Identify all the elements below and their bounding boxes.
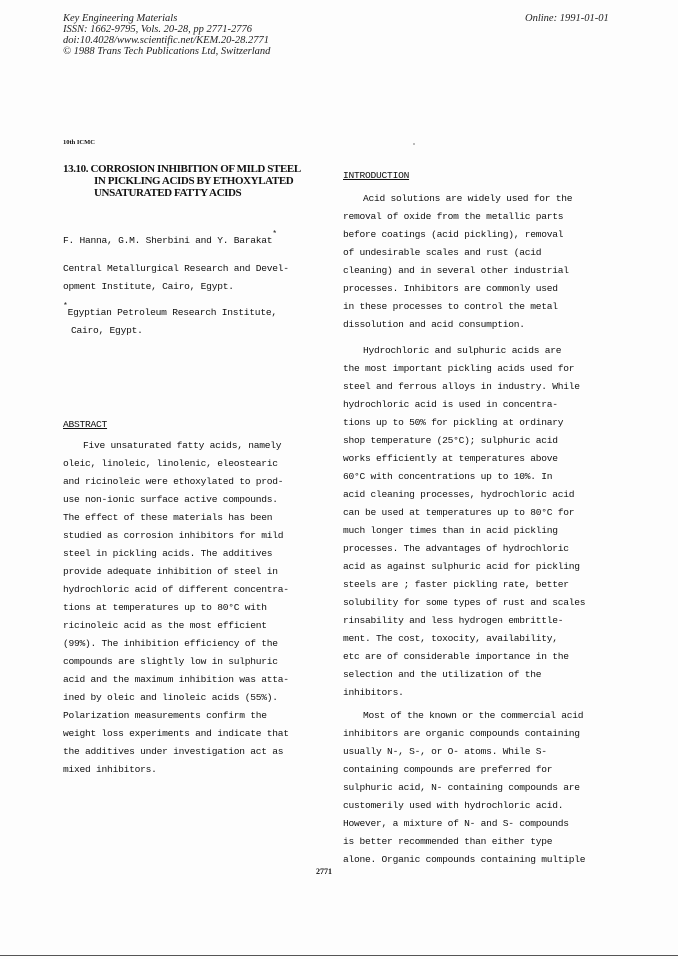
text-line: dissolution and acid consumption. [343, 319, 525, 330]
text-line: Acid solutions are widely used for the [363, 193, 573, 204]
scan-speck [413, 143, 415, 145]
text-line: steel and ferrous alloys in industry. While [343, 381, 580, 392]
journal-name: Key Engineering Materials [63, 13, 178, 24]
text-line: removal of oxide from the metallic parts [343, 211, 564, 222]
text-line: customerily used with hydrochloric acid. [343, 800, 564, 811]
intro-paragraph-3 [343, 707, 585, 869]
text-line: the additives under investigation act as [63, 746, 284, 757]
text-line: Polarization measurements confirm the [63, 710, 267, 721]
text-line: inhibitors. [343, 687, 404, 698]
text-line: Five unsaturated fatty acids, namely [83, 440, 282, 451]
intro-paragraph-2 [343, 342, 585, 702]
title-line: 13.10. CORROSION INHIBITION OF MILD STEEL [63, 163, 301, 175]
text-line: use non-ionic surface active compounds. [63, 494, 278, 505]
text-line: acid cleaning processes, hydrochloric acid [343, 489, 575, 500]
text-line: hydrochloric acid is used in concentra- [343, 399, 558, 410]
text-line: provide adequate inhibition of steel in [63, 566, 278, 577]
affiliation-line: Egyptian Petroleum Research Institute, [67, 307, 277, 318]
abstract-heading: ABSTRACT [63, 419, 108, 430]
text-line: much longer times than in acid pickling [343, 525, 558, 536]
text-line: works efficiently at temperatures above [343, 453, 558, 464]
affiliation-2 [63, 304, 277, 340]
text-line: tions up to 50% for pickling at ordinary [343, 417, 564, 428]
online-date: Online: 1991-01-01 [525, 13, 609, 24]
paper-title [63, 163, 333, 199]
affiliation-1 [63, 260, 289, 296]
text-line: solubility for some types of rust and scales [343, 597, 586, 608]
text-line: weight loss experiments and indicate that [63, 728, 289, 739]
text-line: shop temperature (25°C); sulphuric acid [343, 435, 558, 446]
authors-text: F. Hanna, G.M. Sherbini and Y. Barakat [63, 235, 273, 246]
page-number: 2771 [316, 867, 332, 876]
text-line: before coatings (acid pickling), removal [343, 229, 564, 240]
text-line: is better recommended than either type [343, 836, 553, 847]
text-line: oleic, linoleic, linolenic, eleostearic [63, 458, 278, 469]
text-line: ined by oleic and linoleic acids (55%). [63, 692, 278, 703]
text-line: and ricinoleic were ethoxylated to prod- [63, 476, 284, 487]
affiliation-line: opment Institute, Cairo, Egypt. [63, 281, 234, 292]
text-line: mixed inhibitors. [63, 764, 157, 775]
text-line: can be used at temperatures up to 80°C for [343, 507, 575, 518]
text-line: compounds are slightly low in sulphuric [63, 656, 278, 667]
text-line: sulphuric acid, N- containing compounds are [343, 782, 580, 793]
text-line: Hydrochloric and sulphuric acids are [363, 345, 562, 356]
text-line: acid and the maximum inhibition was atta- [63, 674, 289, 685]
doi-line: doi:10.4028/www.scientific.net/KEM.20-28.2771 [63, 35, 269, 46]
text-line: cleaning) and in several other industrial [343, 265, 569, 276]
journal-header [63, 13, 270, 57]
bottom-rule [0, 955, 678, 956]
copyright-line: © 1988 Trans Tech Publications Ltd, Switzerland [63, 46, 271, 57]
text-line: rinsability and less hydrogen embrittle- [343, 615, 564, 626]
affiliation-line: Cairo, Egypt. [71, 325, 143, 336]
abstract-body [63, 437, 289, 779]
text-line: studied as corrosion inhibitors for mild [63, 530, 284, 541]
text-line: processes. Inhibitors are commonly used [343, 283, 558, 294]
text-line: usually N-, S-, or O- atoms. While S- [343, 746, 547, 757]
text-line: 60°C with concentrations up to 10%. In [343, 471, 553, 482]
text-line: steels are ; faster pickling rate, better [343, 579, 569, 590]
text-line: Most of the known or the commercial acid [363, 710, 584, 721]
text-line: the most important pickling acids used for [343, 363, 575, 374]
author-list [63, 232, 277, 250]
text-line: processes. The advantages of hydrochloric [343, 543, 569, 554]
affiliation-line: Central Metallurgical Research and Devel- [63, 263, 289, 274]
introduction-heading: INTRODUCTION [343, 170, 410, 181]
text-line: tions at temperatures up to 80°C with [63, 602, 267, 613]
intro-paragraph-1 [343, 190, 572, 334]
author-footnote-mark: * [272, 230, 277, 239]
text-line: etc are of considerable importance in the [343, 651, 569, 662]
text-line: selection and the utilization of the [343, 669, 542, 680]
text-line: acid as against sulphuric acid for pickling [343, 561, 580, 572]
text-line: However, a mixture of N- and S- compounds [343, 818, 569, 829]
text-line: containing compounds are preferred for [343, 764, 553, 775]
text-line: The effect of these materials has been [63, 512, 273, 523]
issn-line: ISSN: 1662-9795, Vols. 20-28, pp 2771-2776 [63, 24, 252, 35]
text-line: inhibitors are organic compounds containing [343, 728, 580, 739]
title-line: IN PICKLING ACIDS BY ETHOXYLATED [94, 175, 294, 187]
text-line: ment. The cost, toxocity, availability, [343, 633, 558, 644]
text-line: hydrochloric acid of different concentra- [63, 584, 289, 595]
text-line: of undesirable scales and rust (acid [343, 247, 542, 258]
text-line: steel in pickling acids. The additives [63, 548, 273, 559]
text-line: alone. Organic compounds containing multiple [343, 854, 586, 865]
text-line: (99%). The inhibition efficiency of the [63, 638, 278, 649]
text-line: in these processes to control the metal [343, 301, 558, 312]
text-line: ricinoleic acid as the most efficient [63, 620, 267, 631]
affiliation-footnote-mark: * [63, 302, 68, 311]
conference-label: 10th ICMC [63, 139, 95, 146]
title-line: UNSATURATED FATTY ACIDS [94, 187, 242, 199]
